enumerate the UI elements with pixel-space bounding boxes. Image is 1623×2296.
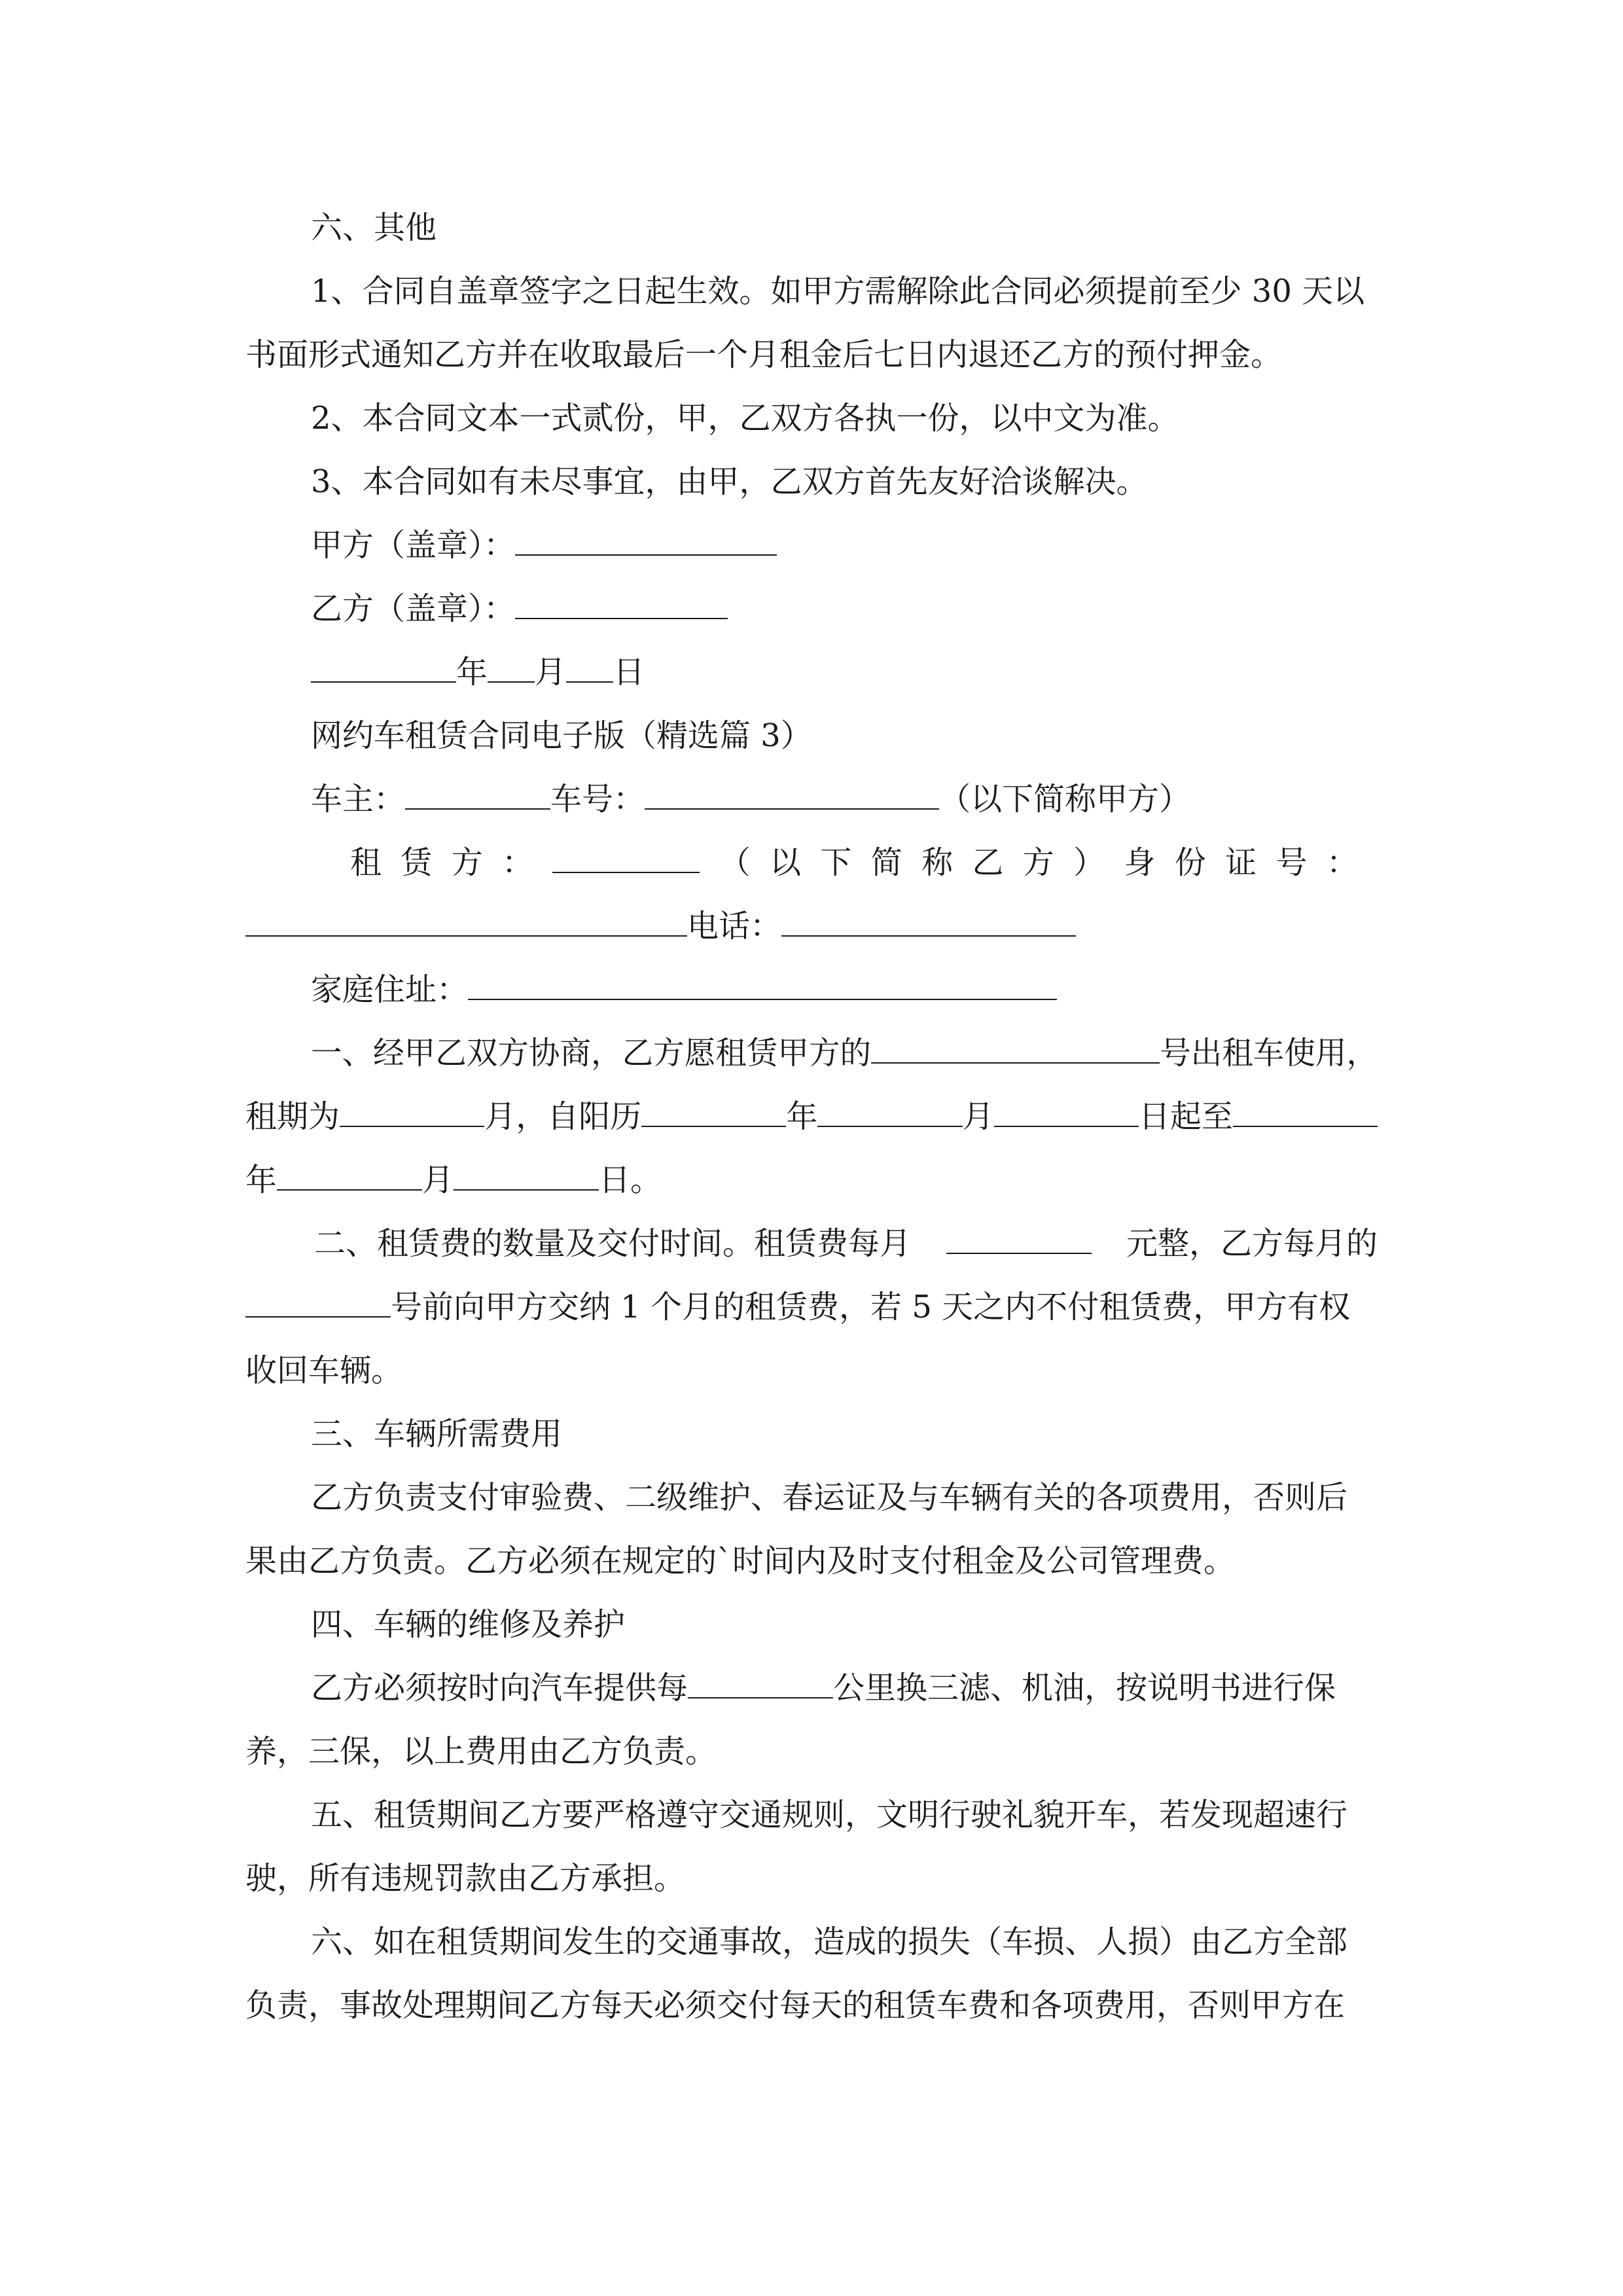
lessee-char: 称 — [921, 844, 954, 881]
day-label: 日 — [613, 654, 645, 691]
lessee-char: ） — [1073, 844, 1105, 881]
article-4-text: 公里换三滤、机油，按说明书进行保 — [833, 1670, 1336, 1706]
article-1-text: 一、经甲乙双方协商，乙方愿租赁甲方的 — [311, 1035, 872, 1071]
article-2-line-3: 收回车辆。 — [245, 1352, 403, 1389]
article-5-line-2: 驶，所有违规罚款由乙方承担。 — [245, 1860, 686, 1897]
article-2-line-2 — [245, 1287, 1378, 1327]
phone-label: 电话： — [687, 908, 782, 944]
signing-date-line — [311, 653, 1378, 692]
lessee-char: 下 — [820, 844, 852, 881]
article-2-text: 元整，乙方每月的 — [1126, 1225, 1378, 1262]
year-label: 年 — [456, 654, 488, 691]
lessee-char: 简 — [870, 844, 902, 881]
address-line — [311, 970, 1378, 1009]
lessee-char: 赁 — [401, 844, 433, 881]
phone-blank — [781, 906, 1076, 937]
clause-1-line-1: 1、合同自盖章签字之日起生效。如甲方需解除此合同必须提前至少 30 天以 — [311, 273, 1365, 310]
clause-3: 3、本合同如有未尽事宜，由甲，乙双方首先友好洽谈解决。 — [311, 463, 1148, 500]
clause-2: 2、本合同文本一式贰份，甲，乙双方各执一份，以中文为准。 — [311, 400, 1179, 437]
article-2-line-1 — [314, 1224, 1378, 1263]
article-4-heading: 四、车辆的维修及养护 — [311, 1606, 626, 1643]
id-phone-line — [245, 906, 1378, 946]
article-3-line-2: 果由乙方负责。乙方必须在规定的`时间内及时支付租金及公司管理费。 — [245, 1543, 1236, 1579]
lessee-char: 份 — [1174, 844, 1206, 881]
lessee-char: （ — [719, 844, 751, 881]
end-day-blank — [454, 1160, 599, 1191]
lessee-char: 以 — [770, 844, 802, 881]
party-a-seal-blank — [515, 526, 777, 556]
lessee-char: 身 — [1124, 844, 1156, 881]
monthly-fee-blank — [946, 1224, 1092, 1254]
article-1-line-3 — [245, 1160, 1378, 1200]
km-interval-blank — [688, 1668, 833, 1698]
party-a-signature-line — [311, 526, 1378, 565]
article-5-line-1: 五、租赁期间乙方要严格遵守交通规则，文明行驶礼貌开车，若发现超速行 — [311, 1797, 1348, 1833]
article-1-text: 年 — [245, 1162, 277, 1198]
lessee-char: ： — [1326, 844, 1358, 881]
address-label: 家庭住址： — [311, 971, 469, 1008]
owner-line — [311, 780, 1378, 819]
id-number-blank — [245, 906, 687, 937]
lessee-char: 方 — [1022, 844, 1054, 881]
payment-day-blank — [245, 1287, 391, 1318]
taxi-number-blank — [871, 1033, 1160, 1064]
article-3-heading: 三、车辆所需费用 — [311, 1416, 563, 1452]
owner-suffix: （以下简称甲方） — [939, 781, 1191, 817]
document-page — [245, 0, 1378, 2296]
article-2-text: 二、租赁费的数量及交付时间。租赁费每月 — [314, 1225, 912, 1262]
article-4-line-1 — [311, 1668, 1378, 1708]
article-6-line-1: 六、如在租赁期间发生的交通事故，造成的损失（车损、人损）由乙方全部 — [311, 1924, 1348, 1960]
plate-label: 车号： — [550, 781, 645, 817]
section-heading-other: 六、其他 — [311, 209, 437, 246]
article-4-text: 乙方必须按时向汽车提供每 — [311, 1670, 688, 1706]
party-b-signature-line — [311, 589, 1378, 628]
article-1-text: 日起至 — [1138, 1098, 1233, 1135]
lessee-char: 租 — [350, 844, 382, 881]
article-1-text: 租期为 — [245, 1098, 340, 1135]
lessee-char: ： — [502, 844, 534, 881]
article-1-text: 日。 — [599, 1162, 662, 1198]
party-a-label: 甲方（盖章）： — [311, 527, 516, 564]
plate-blank — [645, 780, 939, 810]
lessee-char: 证 — [1225, 844, 1257, 881]
clause-1-line-2: 书面形式通知乙方并在收取最后一个月租金后七日内退还乙方的预付押金。 — [245, 336, 1283, 373]
end-year-blank — [1233, 1097, 1378, 1127]
contract-title: 网约车租赁合同电子版（精选篇 3） — [311, 717, 812, 754]
month-label: 月 — [535, 654, 567, 691]
article-3-line-1: 乙方负责支付审验费、二级维护、春运证及与车辆有关的各项费用，否则后 — [311, 1479, 1348, 1516]
party-b-label: 乙方（盖章）： — [311, 590, 516, 627]
article-6-line-2: 负责，事故处理期间乙方每天必须交付每天的租赁车费和各项费用，否则甲方在 — [245, 1987, 1346, 2024]
party-b-seal-blank — [515, 589, 728, 619]
article-1-text: 月 — [422, 1162, 454, 1198]
address-blank — [468, 970, 1057, 1000]
start-month-blank — [817, 1097, 962, 1127]
article-1-line-2 — [245, 1097, 1378, 1136]
lessee-blank — [552, 843, 700, 873]
lessee-line — [350, 843, 1358, 882]
article-1-text: 号出租车使用， — [1160, 1035, 1378, 1071]
lease-months-blank — [340, 1097, 484, 1127]
end-month-blank — [277, 1160, 422, 1191]
month-blank — [488, 653, 535, 683]
year-blank — [311, 653, 456, 683]
article-1-line-1 — [311, 1033, 1378, 1073]
article-2-text: 号前向甲方交纳 1 个月的租赁费，若 5 天之内不付租赁费，甲方有权 — [391, 1289, 1351, 1325]
lessee-char: 号 — [1275, 844, 1308, 881]
owner-blank — [405, 780, 550, 810]
article-1-text: 月，自阳历 — [484, 1098, 642, 1135]
article-1-text: 月 — [962, 1098, 994, 1135]
lessee-char: 乙 — [972, 844, 1004, 881]
start-year-blank — [641, 1097, 786, 1127]
article-4-line-2: 养，三保，以上费用由乙方负责。 — [245, 1733, 717, 1770]
start-day-blank — [994, 1097, 1139, 1127]
owner-label: 车主： — [311, 781, 406, 817]
day-blank — [566, 653, 613, 683]
article-1-text: 年 — [786, 1098, 818, 1135]
lessee-char: 方 — [451, 844, 483, 881]
